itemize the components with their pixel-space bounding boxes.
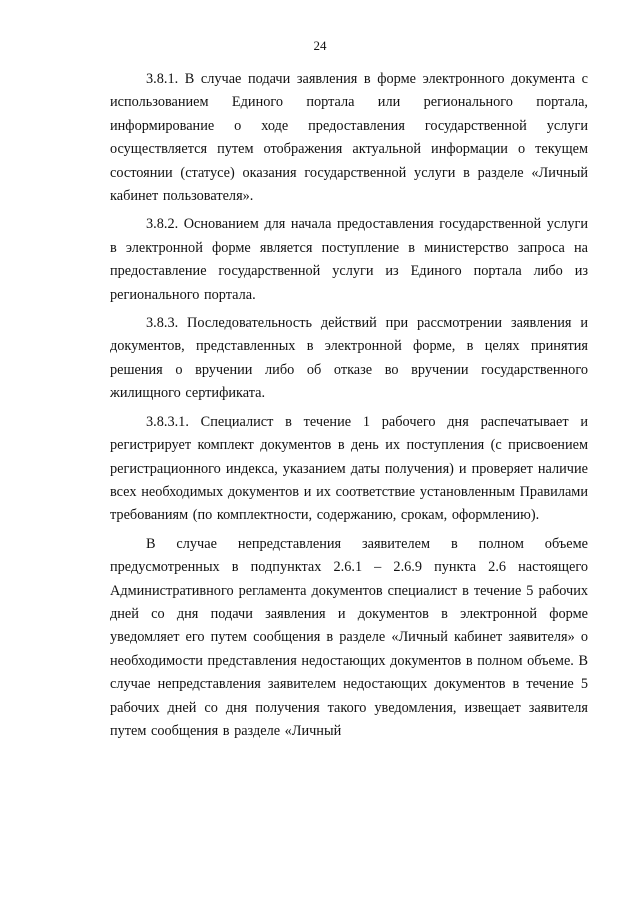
page-number: 24 xyxy=(313,38,327,53)
paragraph-3-8-1: 3.8.1. В случае подачи заявления в форме электронного документа с использованием Единого портала или регионального портала, информирование о ходе предоставления государственной услуги осуществляется путем отображения актуальной информации о текущем состоянии (статусе) оказания государственной услуги в разделе «Личный кабинет пользователя». xyxy=(110,71,588,205)
document-body xyxy=(110,68,588,743)
paragraph-3-8-2: 3.8.2. Основанием для начала предоставления государственной услуги в электронной форме является поступление в министерство запроса на предоставление государственной услуги из Единого портала либо из регионального портала. xyxy=(110,216,588,303)
paragraph-missing-documents: В случае непредставления заявителем в полном объеме предусмотренных в подпунктах 2.6.1 – 2.6.9 пункта 2.6 настоящего Административного регламента документов специалист в течение 5 рабочих дней со дня подачи заявления и документов в электронной форме уведомляет его путем сообщения в разделе «Личный кабинет заявителя» о необходимости представления недостающих документов в полном объеме. В случае непредставления заявителем недостающих документов в течение 5 рабочих дней со дня получения такого уведомления, извещает заявителя путем сообщения в разделе «Личный xyxy=(110,535,588,739)
paragraph-3-8-3-1: 3.8.3.1. Специалист в течение 1 рабочего дня распечатывает и регистрирует комплект документов в день их поступления (с присвоением регистрационного индекса, указанием даты получения) и проверяет наличие всех необходимых документов и их соответствие установленным Правилами требованиям (по комплектности, содержанию, срокам, оформлению). xyxy=(110,413,588,524)
paragraph-3-8-3: 3.8.3. Последовательность действий при рассмотрении заявления и документов, представленных в электронной форме, в целях принятия решения о вручении либо об отказе во вручении государственного жилищного сертификата. xyxy=(110,315,588,402)
